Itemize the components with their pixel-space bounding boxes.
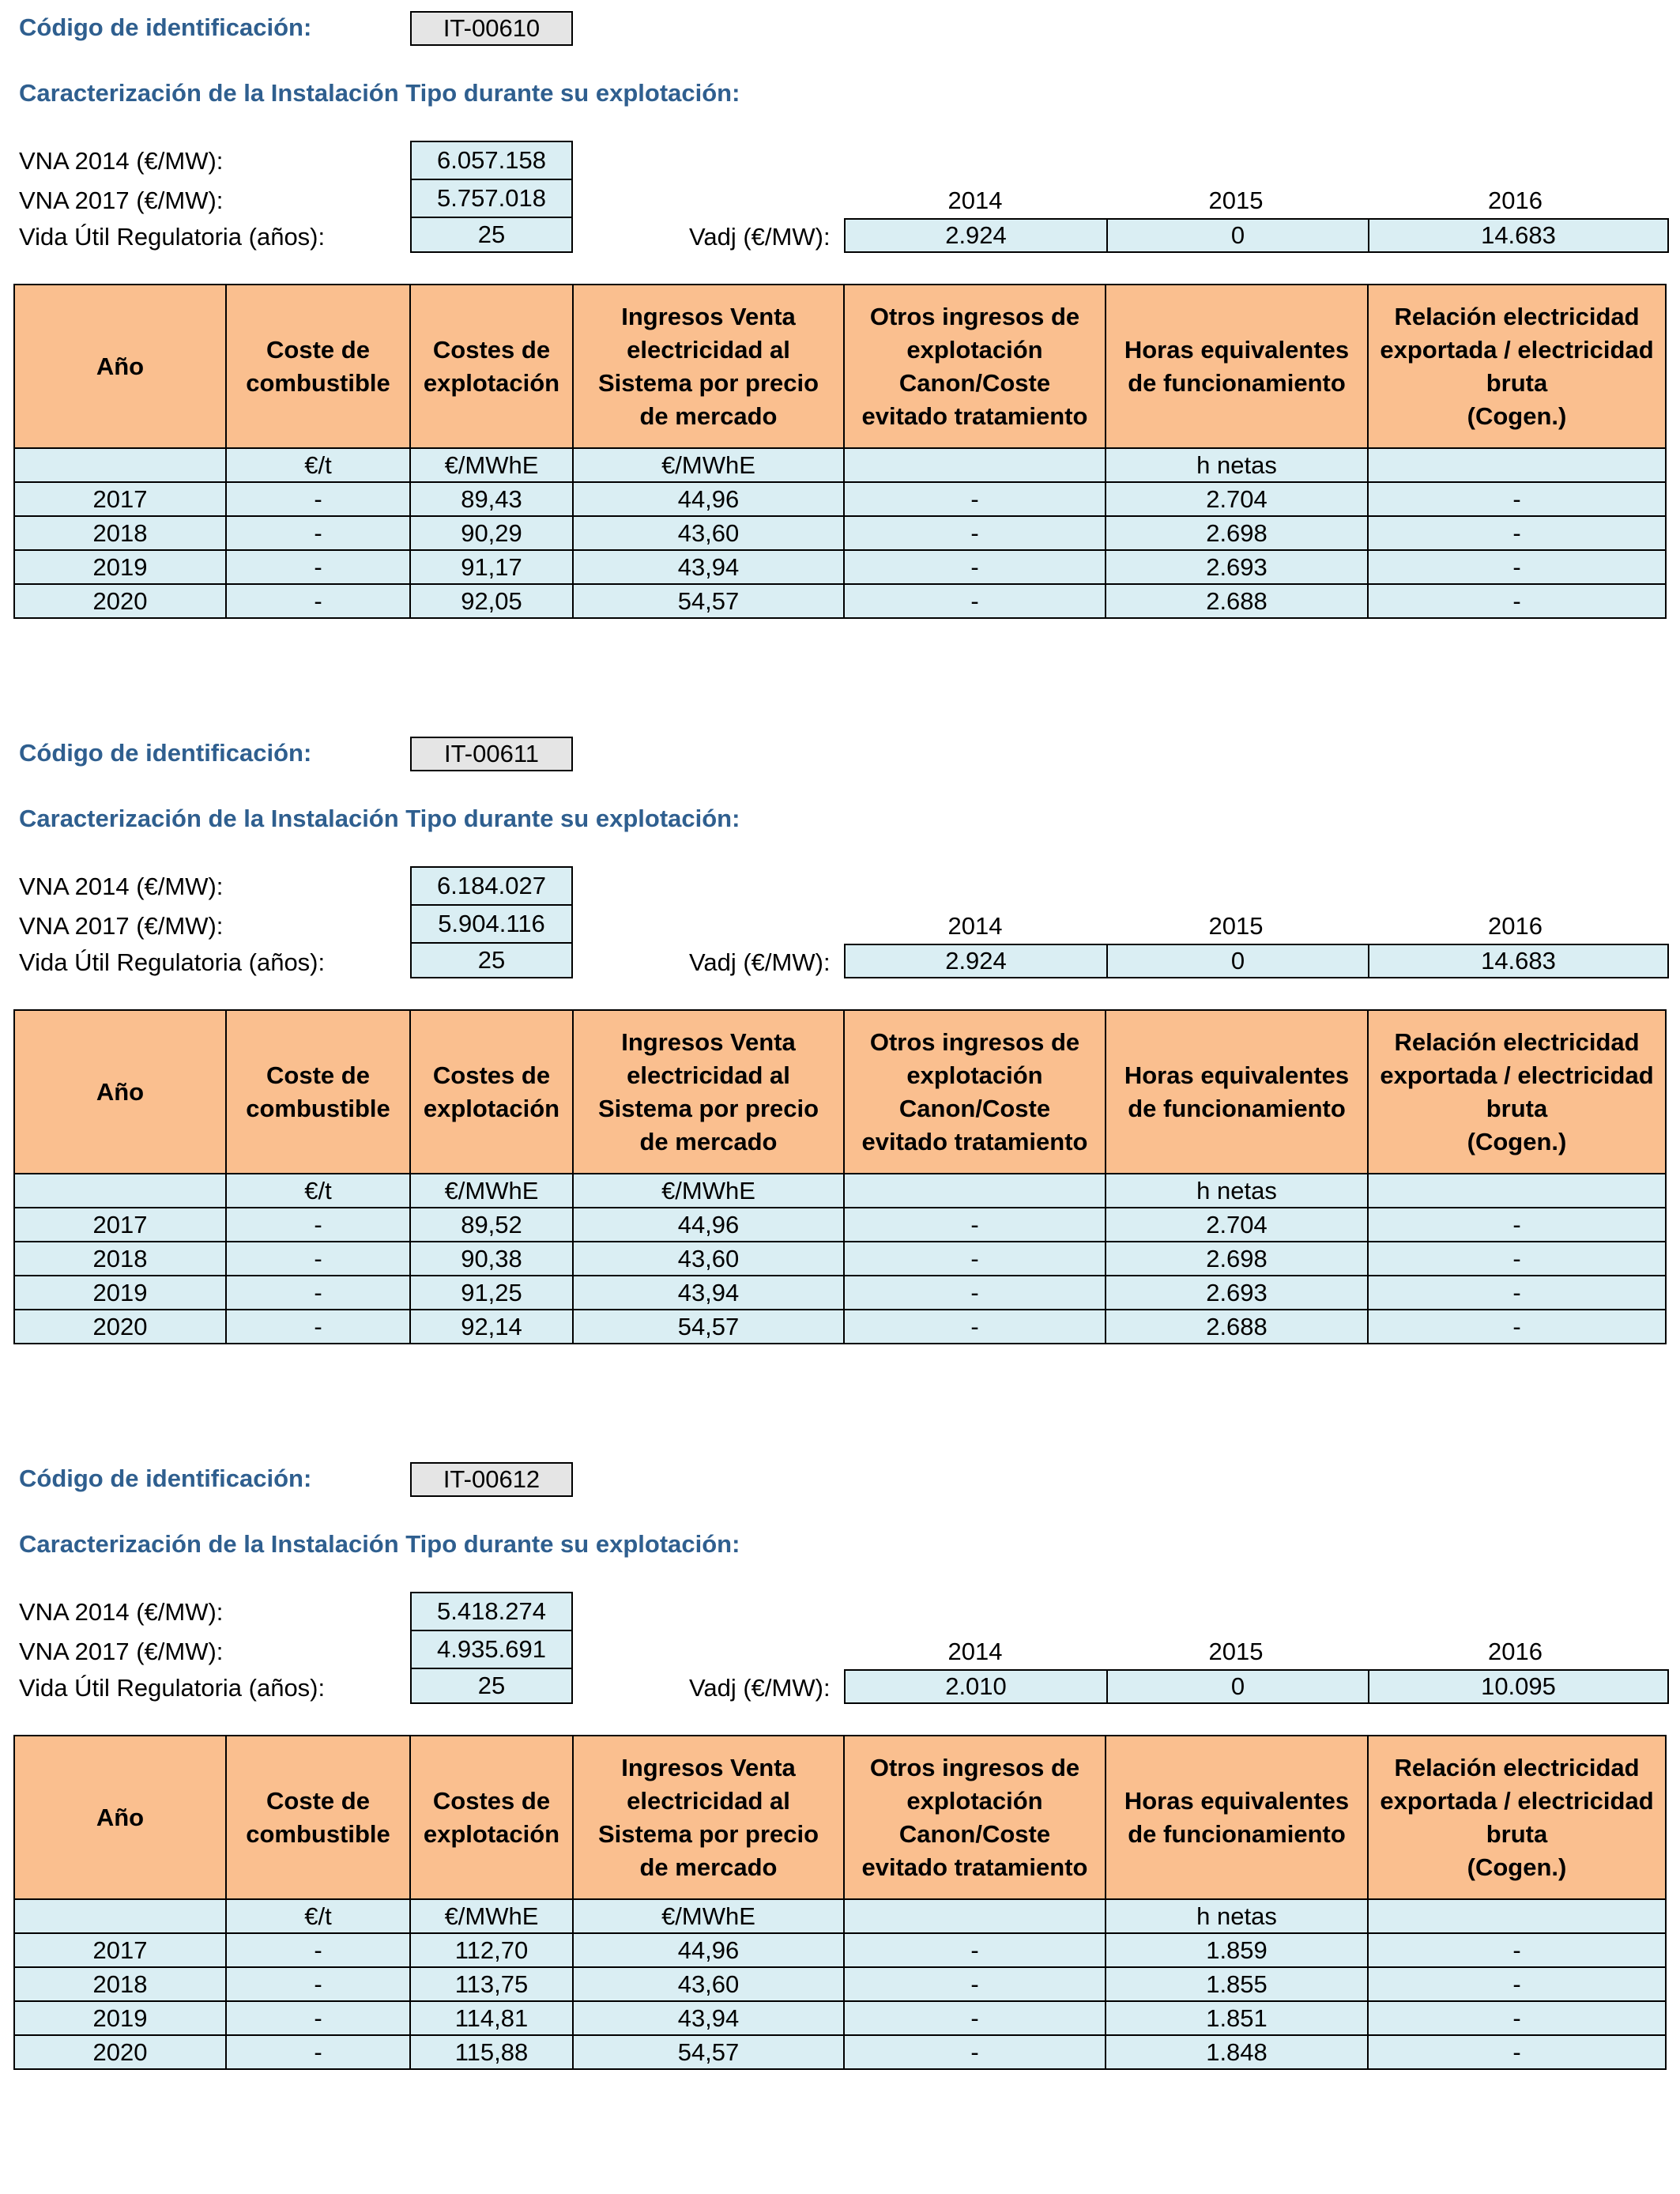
column-header: Horas equivalentes de funcionamiento bbox=[1106, 1736, 1368, 1899]
table-cell bbox=[844, 1899, 1106, 1933]
table-cell: - bbox=[226, 1310, 410, 1344]
vna2014-value: 5.418.274 bbox=[410, 1592, 573, 1631]
table-row bbox=[14, 2035, 1666, 2069]
column-header: Año bbox=[14, 285, 226, 448]
table-cell bbox=[14, 1899, 226, 1933]
vadj-year-header: 2015 bbox=[1208, 1638, 1264, 1665]
table-cell bbox=[1368, 1899, 1666, 1933]
vadj-year-header: 2016 bbox=[1488, 1638, 1543, 1665]
table-cell: €/t bbox=[226, 1174, 410, 1208]
table-cell: 2020 bbox=[14, 2035, 226, 2069]
vadj-label: Vadj (€/MW): bbox=[689, 948, 831, 976]
table-cell bbox=[14, 448, 226, 482]
table-cell: €/MWhE bbox=[410, 1174, 573, 1208]
vna2014-label: VNA 2014 (€/MW): bbox=[19, 1598, 224, 1626]
table-row bbox=[14, 550, 1666, 584]
vadj-year-header: 2014 bbox=[947, 187, 1003, 214]
table-cell: - bbox=[226, 1242, 410, 1276]
caracterizacion-heading: Caracterización de la Instalación Tipo durante su explotación: bbox=[19, 805, 740, 832]
table-cell: 2017 bbox=[14, 1933, 226, 1967]
column-header: Otros ingresos de explotación Canon/Coste evitado tratamiento bbox=[844, 1736, 1106, 1899]
vna2014-label: VNA 2014 (€/MW): bbox=[19, 873, 224, 900]
table-cell: - bbox=[1368, 550, 1666, 584]
vida-util-label: Vida Útil Regulatoria (años): bbox=[19, 1674, 326, 1702]
column-header: Relación electricidad exportada / electricidad bruta (Cogen.) bbox=[1368, 285, 1666, 448]
vadj-value: 2.924 bbox=[844, 944, 1108, 978]
table-cell: - bbox=[844, 1208, 1106, 1242]
table-cell: h netas bbox=[1106, 1174, 1368, 1208]
column-header: Costes de explotación bbox=[410, 285, 573, 448]
table-cell: - bbox=[1368, 1276, 1666, 1310]
table-cell: 112,70 bbox=[410, 1933, 573, 1967]
vadj-value: 14.683 bbox=[1368, 218, 1669, 253]
table-cell: 2.704 bbox=[1106, 482, 1368, 516]
vna2017-value: 5.904.116 bbox=[410, 904, 573, 944]
table-cell bbox=[14, 1174, 226, 1208]
column-header: Relación electricidad exportada / electricidad bruta (Cogen.) bbox=[1368, 1736, 1666, 1899]
table-cell: - bbox=[844, 1276, 1106, 1310]
table-cell: 2018 bbox=[14, 516, 226, 550]
table-cell: - bbox=[844, 1242, 1106, 1276]
column-header: Año bbox=[14, 1010, 226, 1174]
table-cell bbox=[1368, 448, 1666, 482]
table-cell: - bbox=[226, 584, 410, 618]
table-cell: 54,57 bbox=[573, 2035, 844, 2069]
column-header: Costes de explotación bbox=[410, 1010, 573, 1174]
table-cell: 2019 bbox=[14, 2001, 226, 2035]
table-cell: - bbox=[844, 2001, 1106, 2035]
table-cell: - bbox=[226, 482, 410, 516]
table-row bbox=[14, 516, 1666, 550]
units-row bbox=[14, 1174, 1666, 1208]
vna2014-value: 6.184.027 bbox=[410, 866, 573, 906]
table-cell: 1.855 bbox=[1106, 1967, 1368, 2001]
table-cell: €/t bbox=[226, 448, 410, 482]
column-header: Costes de explotación bbox=[410, 1736, 573, 1899]
table-cell: 89,43 bbox=[410, 482, 573, 516]
table-cell: 1.848 bbox=[1106, 2035, 1368, 2069]
vadj-label: Vadj (€/MW): bbox=[689, 223, 831, 251]
table-cell: - bbox=[226, 516, 410, 550]
table-row bbox=[14, 482, 1666, 516]
table-cell: - bbox=[844, 1933, 1106, 1967]
table-cell: €/MWhE bbox=[410, 448, 573, 482]
column-header: Otros ingresos de explotación Canon/Coste evitado tratamiento bbox=[844, 285, 1106, 448]
vadj-year-header: 2015 bbox=[1208, 912, 1264, 940]
column-header: Coste de combustible bbox=[226, 285, 410, 448]
vna2017-value: 5.757.018 bbox=[410, 179, 573, 218]
explotacion-table bbox=[13, 1735, 1667, 2070]
codigo-label: Código de identificación: bbox=[19, 739, 312, 767]
table-cell: - bbox=[844, 1310, 1106, 1344]
table-cell bbox=[844, 448, 1106, 482]
table-cell: - bbox=[844, 2035, 1106, 2069]
table-cell: 2017 bbox=[14, 482, 226, 516]
vadj-value: 10.095 bbox=[1368, 1669, 1669, 1704]
table-cell: 2020 bbox=[14, 584, 226, 618]
table-cell: - bbox=[226, 1967, 410, 2001]
table-cell: 43,94 bbox=[573, 2001, 844, 2035]
table-cell bbox=[844, 1174, 1106, 1208]
table-cell: 1.851 bbox=[1106, 2001, 1368, 2035]
table-cell: 1.859 bbox=[1106, 1933, 1368, 1967]
caracterizacion-heading: Caracterización de la Instalación Tipo durante su explotación: bbox=[19, 79, 740, 107]
table-cell: 43,60 bbox=[573, 1967, 844, 2001]
table-row bbox=[14, 1276, 1666, 1310]
vadj-row bbox=[844, 944, 1669, 978]
table-cell: h netas bbox=[1106, 448, 1368, 482]
table-cell: 2.688 bbox=[1106, 584, 1368, 618]
table-cell: - bbox=[226, 1208, 410, 1242]
column-header: Ingresos Venta electricidad al Sistema por precio de mercado bbox=[573, 285, 844, 448]
table-cell: 91,17 bbox=[410, 550, 573, 584]
table-cell: - bbox=[226, 1276, 410, 1310]
vadj-row bbox=[844, 218, 1669, 253]
vida-util-label: Vida Útil Regulatoria (años): bbox=[19, 223, 326, 251]
table-cell bbox=[1368, 1174, 1666, 1208]
codigo-value: IT-00610 bbox=[410, 11, 573, 46]
vadj-value: 2.924 bbox=[844, 218, 1108, 253]
installation-section bbox=[0, 726, 1680, 1405]
table-cell: 89,52 bbox=[410, 1208, 573, 1242]
table-cell: 43,94 bbox=[573, 1276, 844, 1310]
column-header: Relación electricidad exportada / electricidad bruta (Cogen.) bbox=[1368, 1010, 1666, 1174]
table-cell: 2018 bbox=[14, 1967, 226, 2001]
vna2017-value: 4.935.691 bbox=[410, 1630, 573, 1669]
vadj-year-header: 2016 bbox=[1488, 187, 1543, 214]
vna2017-label: VNA 2017 (€/MW): bbox=[19, 912, 224, 940]
table-cell: - bbox=[226, 2001, 410, 2035]
vna2017-label: VNA 2017 (€/MW): bbox=[19, 187, 224, 214]
codigo-value: IT-00611 bbox=[410, 737, 573, 771]
vadj-label: Vadj (€/MW): bbox=[689, 1674, 831, 1702]
table-cell: - bbox=[844, 1967, 1106, 2001]
table-cell: 114,81 bbox=[410, 2001, 573, 2035]
table-cell: 43,60 bbox=[573, 516, 844, 550]
table-cell: - bbox=[1368, 482, 1666, 516]
table-cell: - bbox=[844, 516, 1106, 550]
codigo-label: Código de identificación: bbox=[19, 13, 312, 41]
table-cell: 90,29 bbox=[410, 516, 573, 550]
table-cell: 2.704 bbox=[1106, 1208, 1368, 1242]
caracterizacion-heading: Caracterización de la Instalación Tipo durante su explotación: bbox=[19, 1530, 740, 1558]
explotacion-table bbox=[13, 284, 1667, 619]
table-cell: - bbox=[1368, 1310, 1666, 1344]
vadj-value: 14.683 bbox=[1368, 944, 1669, 978]
table-cell: - bbox=[844, 550, 1106, 584]
table-cell: 92,14 bbox=[410, 1310, 573, 1344]
table-cell: 113,75 bbox=[410, 1967, 573, 2001]
table-cell: - bbox=[226, 2035, 410, 2069]
vida-util-value: 25 bbox=[410, 942, 573, 978]
table-row bbox=[14, 1242, 1666, 1276]
vida-util-label: Vida Útil Regulatoria (años): bbox=[19, 948, 326, 976]
table-cell: 2.698 bbox=[1106, 1242, 1368, 1276]
table-row bbox=[14, 584, 1666, 618]
table-cell: 44,96 bbox=[573, 1208, 844, 1242]
column-header: Ingresos Venta electricidad al Sistema por precio de mercado bbox=[573, 1010, 844, 1174]
vadj-year-header: 2014 bbox=[947, 912, 1003, 940]
table-cell: 2019 bbox=[14, 1276, 226, 1310]
table-cell: €/MWhE bbox=[410, 1899, 573, 1933]
codigo-label: Código de identificación: bbox=[19, 1465, 312, 1492]
installation-section bbox=[0, 0, 1680, 680]
table-cell: 2.693 bbox=[1106, 1276, 1368, 1310]
table-row bbox=[14, 1208, 1666, 1242]
codigo-value: IT-00612 bbox=[410, 1462, 573, 1497]
table-cell: 115,88 bbox=[410, 2035, 573, 2069]
vna2014-value: 6.057.158 bbox=[410, 141, 573, 180]
table-cell: h netas bbox=[1106, 1899, 1368, 1933]
table-cell: - bbox=[226, 1933, 410, 1967]
table-cell: - bbox=[844, 584, 1106, 618]
column-header: Horas equivalentes de funcionamiento bbox=[1106, 285, 1368, 448]
vna2014-label: VNA 2014 (€/MW): bbox=[19, 147, 224, 175]
table-cell: - bbox=[1368, 1208, 1666, 1242]
vadj-year-header: 2014 bbox=[947, 1638, 1003, 1665]
table-cell: 54,57 bbox=[573, 1310, 844, 1344]
table-cell: - bbox=[1368, 1242, 1666, 1276]
units-row bbox=[14, 448, 1666, 482]
installation-section bbox=[0, 1451, 1680, 2131]
table-cell: 44,96 bbox=[573, 482, 844, 516]
table-cell: €/t bbox=[226, 1899, 410, 1933]
vida-util-value: 25 bbox=[410, 1668, 573, 1704]
table-cell: 43,60 bbox=[573, 1242, 844, 1276]
table-header-row bbox=[14, 1010, 1666, 1174]
table-cell: 44,96 bbox=[573, 1933, 844, 1967]
table-cell: - bbox=[1368, 1967, 1666, 2001]
vadj-value: 0 bbox=[1106, 218, 1370, 253]
table-cell: - bbox=[844, 482, 1106, 516]
vadj-row bbox=[844, 1669, 1669, 1704]
table-cell: 2.693 bbox=[1106, 550, 1368, 584]
table-cell: 43,94 bbox=[573, 550, 844, 584]
table-cell: 2.688 bbox=[1106, 1310, 1368, 1344]
table-cell: - bbox=[226, 550, 410, 584]
table-row bbox=[14, 1933, 1666, 1967]
table-cell: 91,25 bbox=[410, 1276, 573, 1310]
column-header: Año bbox=[14, 1736, 226, 1899]
table-cell: - bbox=[1368, 1933, 1666, 1967]
table-cell: 2017 bbox=[14, 1208, 226, 1242]
units-row bbox=[14, 1899, 1666, 1933]
table-cell: 54,57 bbox=[573, 584, 844, 618]
table-row bbox=[14, 1310, 1666, 1344]
table-cell: - bbox=[1368, 2035, 1666, 2069]
table-cell: €/MWhE bbox=[573, 448, 844, 482]
table-row bbox=[14, 1967, 1666, 2001]
explotacion-table bbox=[13, 1009, 1667, 1344]
table-header-row bbox=[14, 285, 1666, 448]
column-header: Coste de combustible bbox=[226, 1010, 410, 1174]
vadj-value: 0 bbox=[1106, 1669, 1370, 1704]
vadj-value: 2.010 bbox=[844, 1669, 1108, 1704]
vida-util-value: 25 bbox=[410, 217, 573, 253]
vadj-value: 0 bbox=[1106, 944, 1370, 978]
table-row bbox=[14, 2001, 1666, 2035]
vadj-year-header: 2016 bbox=[1488, 912, 1543, 940]
table-cell: 2020 bbox=[14, 1310, 226, 1344]
table-cell: 92,05 bbox=[410, 584, 573, 618]
column-header: Ingresos Venta electricidad al Sistema por precio de mercado bbox=[573, 1736, 844, 1899]
table-cell: - bbox=[1368, 584, 1666, 618]
column-header: Horas equivalentes de funcionamiento bbox=[1106, 1010, 1368, 1174]
table-cell: €/MWhE bbox=[573, 1899, 844, 1933]
table-cell: €/MWhE bbox=[573, 1174, 844, 1208]
table-cell: 2018 bbox=[14, 1242, 226, 1276]
vna2017-label: VNA 2017 (€/MW): bbox=[19, 1638, 224, 1665]
table-header-row bbox=[14, 1736, 1666, 1899]
table-cell: 90,38 bbox=[410, 1242, 573, 1276]
column-header: Otros ingresos de explotación Canon/Coste evitado tratamiento bbox=[844, 1010, 1106, 1174]
vadj-year-header: 2015 bbox=[1208, 187, 1264, 214]
column-header: Coste de combustible bbox=[226, 1736, 410, 1899]
table-cell: 2019 bbox=[14, 550, 226, 584]
table-cell: - bbox=[1368, 516, 1666, 550]
table-cell: 2.698 bbox=[1106, 516, 1368, 550]
table-cell: - bbox=[1368, 2001, 1666, 2035]
